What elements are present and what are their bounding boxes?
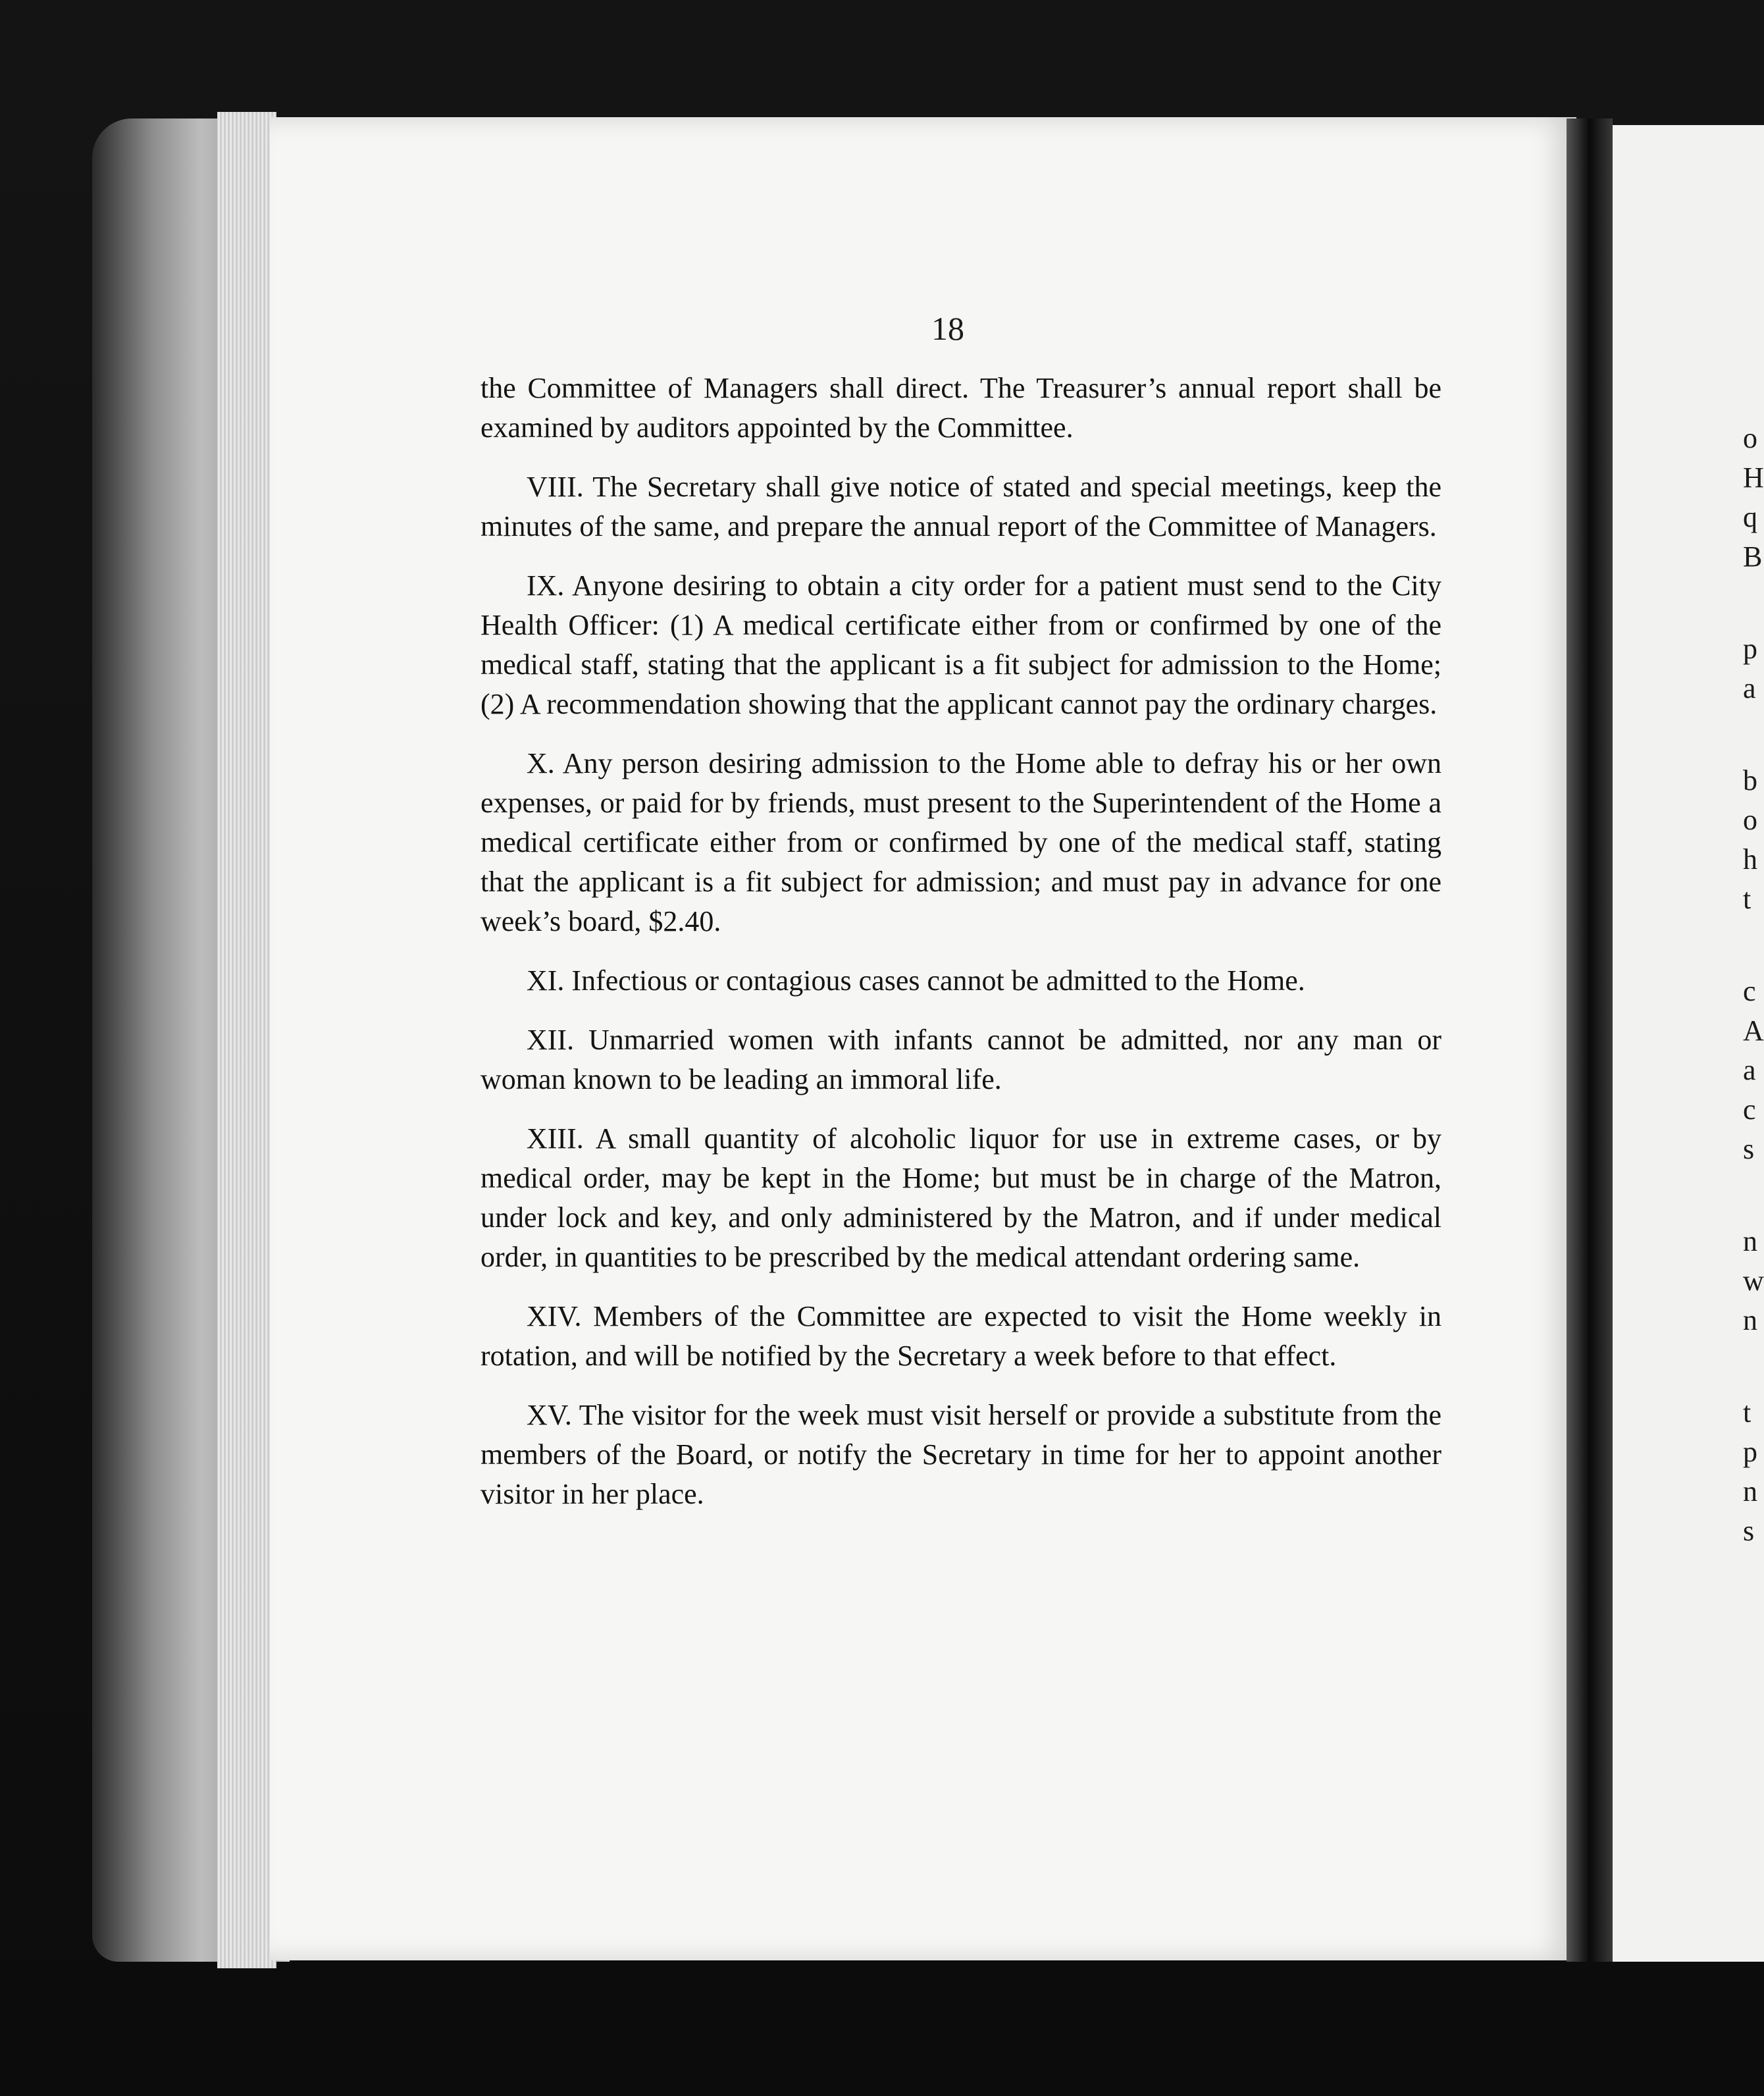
- right-page-fragment: p: [1743, 1436, 1757, 1468]
- right-page-fragment: p: [1743, 633, 1757, 665]
- right-page-fragment: c: [1743, 975, 1756, 1007]
- right-page-fragment: n: [1743, 1475, 1757, 1507]
- paragraph-rule-ix: IX. Anyone desiring to obtain a city order for a patient must send to the City Health Officer: (1) A medical certificate either from or confirmed by one of the medical staff, stating that the applicant is a fit subject for admission to the Home; (2) A recommendation showing that the applicant cannot pay the ordinary charges.: [480, 569, 1441, 720]
- right-page-fragment: h: [1743, 843, 1757, 876]
- body-text: [480, 369, 1441, 1534]
- right-page-fragment: s: [1743, 1133, 1755, 1165]
- right-page-fragment: c: [1743, 1093, 1756, 1126]
- right-page-fragment: t: [1743, 883, 1751, 915]
- paragraph-rule-xi: XI. Infectious or contagious cases cannot be admitted to the Home.: [527, 964, 1305, 997]
- right-page-fragment: a: [1743, 672, 1756, 704]
- book-gutter: [1567, 118, 1613, 1962]
- right-page-fragment: a: [1743, 1054, 1756, 1086]
- paragraph-rule-xv: XV. The visitor for the week must visit herself or provide a substitute from the members of the Board, or notify the Secretary in time for her to appoint another visitor in her place.: [480, 1399, 1441, 1510]
- right-page-fragment: q: [1743, 501, 1757, 533]
- paragraph-continuation: the Committee of Managers shall direct. The Treasurer’s annual report shall be examined by auditors appointed by the Committee.: [480, 372, 1441, 444]
- paragraph-rule-xiii: XIII. A small quantity of alcoholic liquor for use in extreme cases, or by medical order, may be kept in the Home; but must be in charge of the Matron, under lock and key, and only administered by the Matron, and if under medical order, in quantities to be prescribed by the medical attendant ordering same.: [480, 1122, 1441, 1273]
- page-stack-edge: [217, 112, 276, 1968]
- right-page-fragment: A: [1743, 1014, 1764, 1047]
- right-page-fragment: t: [1743, 1396, 1751, 1428]
- right-page-fragment: s: [1743, 1515, 1755, 1547]
- right-page-fragment: H: [1743, 461, 1764, 494]
- right-page-fragment: n: [1743, 1304, 1757, 1336]
- paragraph-rule-x: X. Any person desiring admission to the Home able to defray his or her own expenses, or paid for by friends, must present to the Superintendent of the Home a medical certificate either from or confirmed by one of the medical staff, stating that the applicant is a fit subject for admission; and must pay in advance for one week’s board, $2.40.: [480, 747, 1441, 937]
- paragraph-rule-xii: XII. Unmarried women with infants cannot be admitted, nor any man or woman known to be leading an immoral life.: [480, 1024, 1441, 1095]
- right-page-fragment: B: [1743, 540, 1763, 573]
- paragraph-rule-viii: VIII. The Secretary shall give notice of stated and special meetings, keep the minutes of the same, and prepare the annual report of the Committee of Managers.: [480, 471, 1441, 542]
- right-page-fragment: b: [1743, 764, 1757, 797]
- right-page-fragment: n: [1743, 1225, 1757, 1257]
- right-page-fragment: w: [1743, 1265, 1764, 1297]
- paragraph-rule-xiv: XIV. Members of the Committee are expected to visit the Home weekly in rotation, and will be notified by the Secretary a week before to that effect.: [480, 1300, 1441, 1372]
- right-page: [1613, 125, 1764, 1962]
- right-page-fragment: o: [1743, 422, 1757, 454]
- page-number: 18: [931, 310, 964, 347]
- right-page-fragment: o: [1743, 804, 1757, 836]
